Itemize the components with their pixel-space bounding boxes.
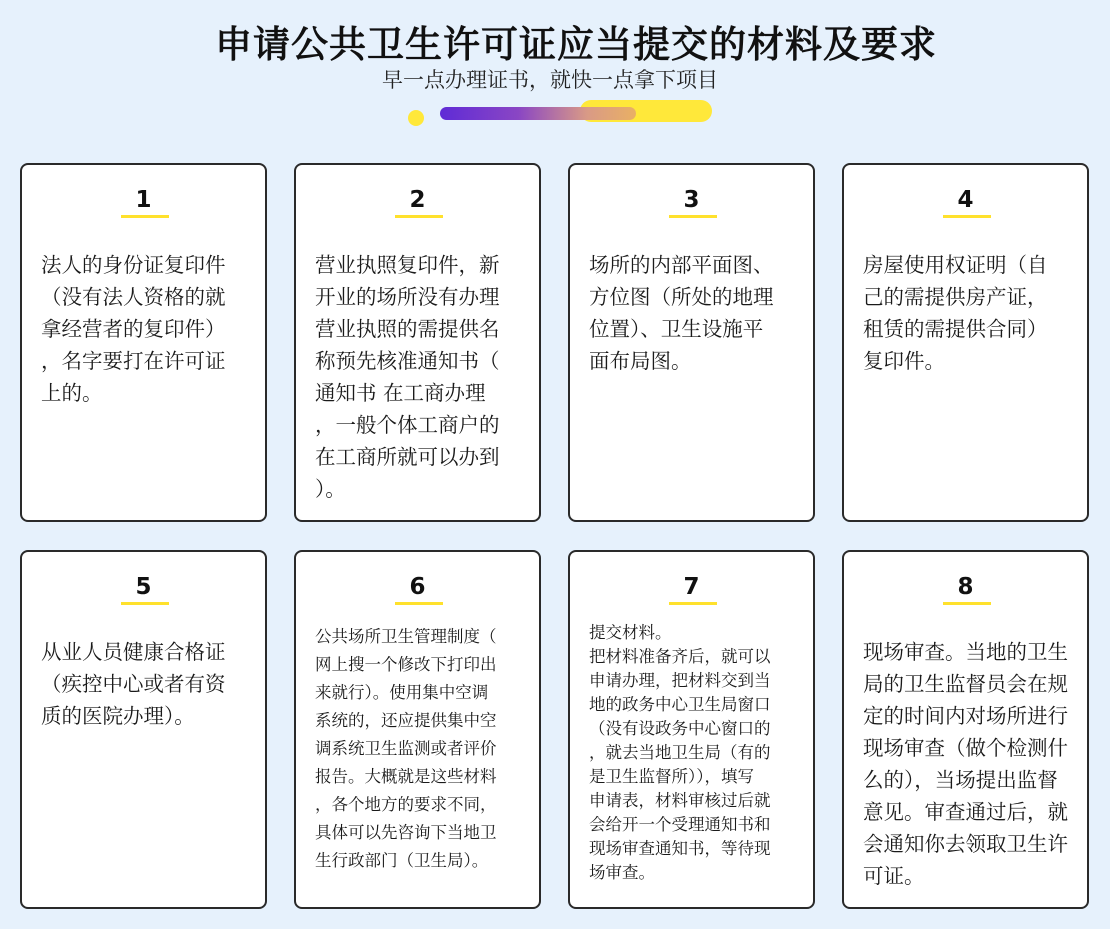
- card-text: 房屋使用权证明（自 己的需提供房产证， 租赁的需提供合同） 复印件。: [863, 253, 1048, 373]
- card-number: 3: [683, 187, 700, 213]
- card-text: 提交材料。 把材料准备齐后，就可以 申请办理，把材料交到当 地的政务中心卫生局窗口 （没有设政务中心窗口的 ，就去当地卫生局（有的 是卫生监督所）），填写 申请表，材料审核过后就 会给开一个受理通知书和 现场审查通知书，等待现 场审查。: [589, 623, 771, 882]
- decorative-yellow-bar: [580, 100, 712, 122]
- number-underline: [395, 602, 443, 605]
- card-number: 5: [135, 574, 152, 600]
- number-underline: [669, 215, 717, 218]
- number-underline: [943, 602, 991, 605]
- card-5: [20, 550, 267, 909]
- card-text: 营业执照复印件，新 开业的场所没有办理 营业执照的需提供名 称预先核准通知书（ 通知书 在工商办理 ，一般个体工商户的 在工商所就可以办到 ）。: [315, 253, 500, 501]
- card-text: 场所的内部平面图、 方位图（所处的地理 位置）、卫生设施平 面布局图。: [589, 253, 774, 373]
- card-number: 2: [409, 187, 426, 213]
- number-underline: [943, 215, 991, 218]
- page-title: 申请公共卫生许可证应当提交的材料及要求: [215, 23, 937, 66]
- card-7: [568, 550, 815, 909]
- card-6: [294, 550, 541, 909]
- decorative-dot: [408, 110, 424, 126]
- number-underline: [669, 602, 717, 605]
- card-1: [20, 163, 267, 522]
- card-number: 8: [957, 574, 974, 600]
- card-number: 7: [683, 574, 700, 600]
- number-underline: [121, 602, 169, 605]
- card-text: 公共场所卫生管理制度（ 网上搜一个修改下打印出 来就行）。使用集中空调 系统的，还应提供集中空 调系统卫生监测或者评价 报告。大概就是这些材料 ，各个地方的要求不同， 具体可以先咨询下当地卫 生行政部门（卫生局）。: [315, 627, 497, 870]
- decorative-gradient-bar: [440, 107, 636, 120]
- card-text: 从业人员健康合格证 （疾控中心或者有资 质的医院办理）。: [41, 640, 226, 728]
- card-number: 6: [409, 574, 426, 600]
- card-4: [842, 163, 1089, 522]
- card-text: 现场审查。当地的卫生 局的卫生监督员会在规 定的时间内对场所进行 现场审查（做个检测什 么的），当场提出监督 意见。审查通过后，就 会通知你去领取卫生许 可证。: [863, 640, 1068, 888]
- card-text: 法人的身份证复印件 （没有法人资格的就 拿经营者的复印件） ，名字要打在许可证 上的。: [41, 253, 226, 405]
- card-number: 4: [957, 187, 974, 213]
- card-2: [294, 163, 541, 522]
- card-3: [568, 163, 815, 522]
- number-underline: [121, 215, 169, 218]
- card-8: [842, 550, 1089, 909]
- card-number: 1: [135, 187, 152, 213]
- number-underline: [395, 215, 443, 218]
- page-subtitle: 早一点办理证书，就快一点拿下项目: [382, 68, 718, 92]
